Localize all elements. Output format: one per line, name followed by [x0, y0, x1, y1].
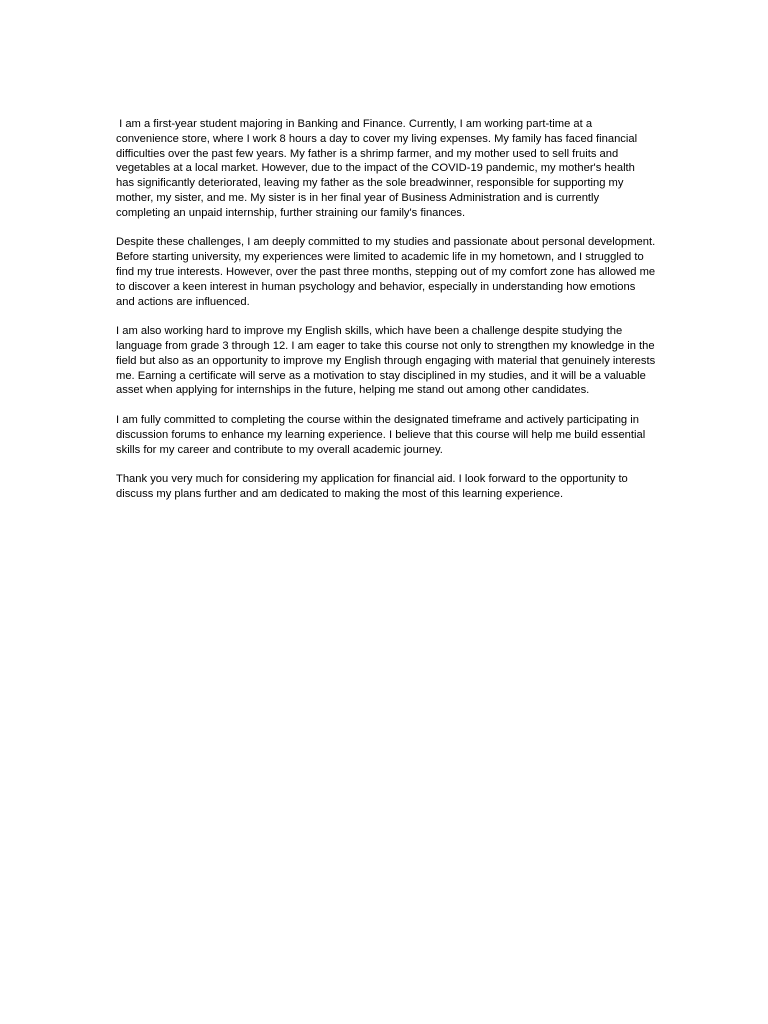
paragraph-2: Despite these challenges, I am deeply committed to my studies and passionate about personal development. Before starting university, my experiences were limited to academic life in my hometown, and I struggled to find my true interests. However, over the past three months, stepping out of my comfort zone has allowed me to discover a keen interest in human psychology and behavior, especially in understanding how emotions and actions are influenced.: [116, 236, 659, 308]
paragraph-1: I am a first-year student majoring in Banking and Finance. Currently, I am working part-time at a convenience store, where I work 8 hours a day to cover my living expenses. My family has faced financial difficulties over the past few years. My father is a shrimp farmer, and my mother used to sell fruits and vegetables at a local market. However, due to the impact of the COVID-19 pandemic, my mother's health has significantly deteriorated, leaving my father as the sole breadwinner, responsible for supporting my mother, my sister, and me. My sister is in her final year of Business Administration and is currently completing an unpaid internship, further straining our family's finances.: [116, 118, 641, 219]
paragraph-4: I am fully committed to completing the course within the designated timeframe and actively participating in discussion forums to enhance my learning experience. I believe that this course will help me build essential skills for my career and contribute to my overall academic journey.: [116, 413, 649, 456]
paragraph-5: Thank you very much for considering my application for financial aid. I look forward to the opportunity to discuss my plans further and am dedicated to making the most of this learning experience.: [116, 473, 631, 500]
paragraph-3: I am also working hard to improve my English skills, which have been a challenge despite studying the language from grade 3 through 12. I am eager to take this course not only to strengthen my knowledge in the field but also as an opportunity to improve my English through engaging with material that genuinely interests me. Earning a certificate will serve as a motivation to stay disciplined in my studies, and it will be a valuable asset when applying for internships in the future, helping me stand out among other candidates.: [116, 325, 659, 397]
document-body: [116, 117, 659, 517]
